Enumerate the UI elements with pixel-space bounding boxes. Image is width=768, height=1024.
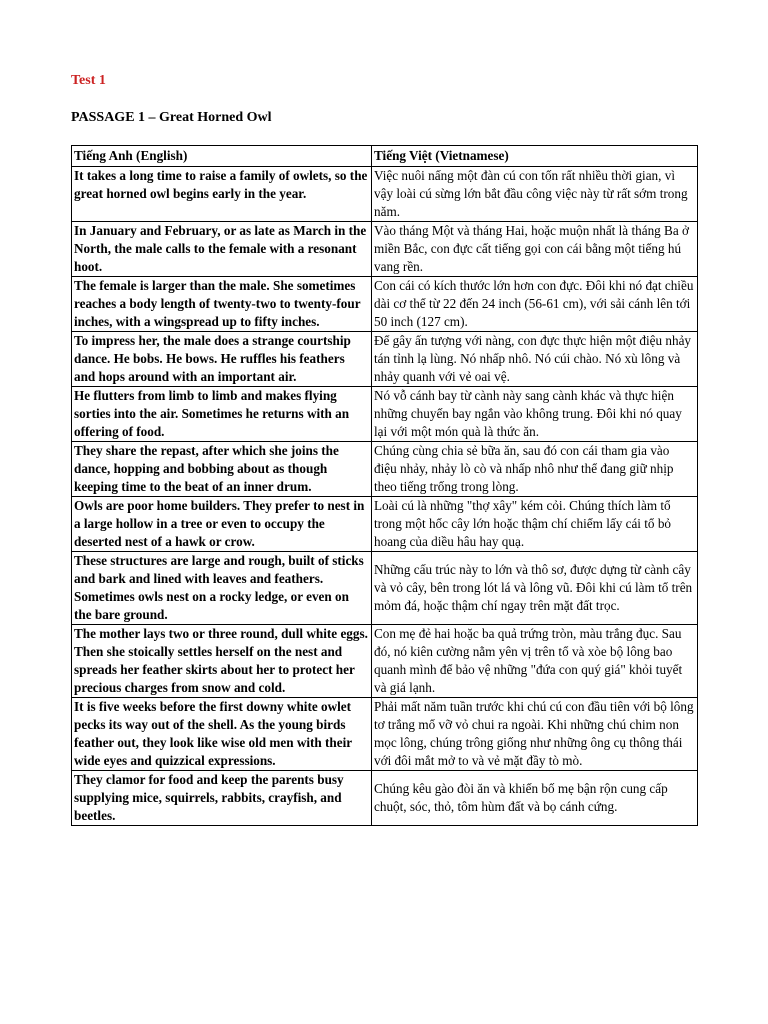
vietnamese-cell: Để gây ấn tượng với nàng, con đực thực hiện một điệu nhảy tán tỉnh lạ lùng. Nó nhấp nhô. Nó cúi chào. Nó xù lông và nhảy quanh với vẻ oai vệ. xyxy=(372,332,698,387)
english-cell: To impress her, the male does a strange courtship dance. He bobs. He bows. He ruffles his feathers and hops around with an important air. xyxy=(72,332,372,387)
english-cell: These structures are large and rough, built of sticks and bark and lined with leaves and feathers. Sometimes owls nest on a rocky ledge, or even on the bare ground. xyxy=(72,552,372,625)
english-cell: The female is larger than the male. She sometimes reaches a body length of twenty-two to twenty-four inches, with a wingspread up to fifty inches. xyxy=(72,277,372,332)
table-row xyxy=(72,625,698,698)
passage-title: PASSAGE 1 – Great Horned Owl xyxy=(71,110,272,125)
english-cell: Owls are poor home builders. They prefer to nest in a large hollow in a tree or even to occupy the deserted nest of a hawk or crow. xyxy=(72,497,372,552)
table-row xyxy=(72,552,698,625)
english-cell: The mother lays two or three round, dull white eggs. Then she stoically settles herself on the nest and spreads her feather skirts about her to protect her precious charges from snow and cold. xyxy=(72,625,372,698)
table-row xyxy=(72,387,698,442)
vietnamese-cell: Loài cú là những "thợ xây" kém cỏi. Chúng thích làm tổ trong một hốc cây lớn hoặc thậm chí chiếm lấy cái tổ bỏ hoang của diều hâu hay quạ. xyxy=(372,497,698,552)
translation-table xyxy=(71,145,698,826)
table-row xyxy=(72,277,698,332)
vietnamese-cell: Chúng kêu gào đòi ăn và khiến bố mẹ bận rộn cung cấp chuột, sóc, thỏ, tôm hùm đất và bọ cánh cứng. xyxy=(372,771,698,826)
table-row xyxy=(72,442,698,497)
table-row xyxy=(72,332,698,387)
english-cell: He flutters from limb to limb and makes flying sorties into the air. Sometimes he returns with an offering of food. xyxy=(72,387,372,442)
vietnamese-cell: Chúng cùng chia sẻ bữa ăn, sau đó con cái tham gia vào điệu nhảy, nhảy lò cò và nhấp nhô như thể đang giữ nhịp theo tiếng trống trong lòng. xyxy=(372,442,698,497)
vietnamese-cell: Những cấu trúc này to lớn và thô sơ, được dựng từ cành cây và vỏ cây, bên trong lót lá và lông vũ. Đôi khi cú làm tổ trên mỏm đá, hoặc thậm chí ngay trên mặt đất trọc. xyxy=(372,552,698,625)
table-row xyxy=(72,222,698,277)
header-english: Tiếng Anh (English) xyxy=(72,146,372,167)
header-vietnamese: Tiếng Việt (Vietnamese) xyxy=(372,146,698,167)
vietnamese-cell: Con cái có kích thước lớn hơn con đực. Đôi khi nó đạt chiều dài cơ thể từ 22 đến 24 inch (56-61 cm), với sải cánh lên tới 50 inch (127 cm). xyxy=(372,277,698,332)
vietnamese-cell: Việc nuôi nấng một đàn cú con tốn rất nhiều thời gian, vì vậy loài cú sừng lớn bắt đầu công việc này từ rất sớm trong năm. xyxy=(372,167,698,222)
english-cell: It is five weeks before the first downy white owlet pecks its way out of the shell. As the young birds feather out, they look like wise old men with their wide eyes and quizzical expressions. xyxy=(72,698,372,771)
english-cell: In January and February, or as late as March in the North, the male calls to the female with a resonant hoot. xyxy=(72,222,372,277)
test-label: Test 1 xyxy=(71,73,106,88)
table-row xyxy=(72,698,698,771)
vietnamese-cell: Phải mất năm tuần trước khi chú cú con đầu tiên với bộ lông tơ trắng mổ vỡ vỏ chui ra ngoài. Khi những chú chim non mọc lông, chúng trông giống như những ông cụ thông thái với đôi mắt mở to và vẻ mặt đầy tò mò. xyxy=(372,698,698,771)
vietnamese-cell: Nó vỗ cánh bay từ cành này sang cành khác và thực hiện những chuyến bay ngắn vào không trung. Đôi khi nó quay lại với một món quà là thức ăn. xyxy=(372,387,698,442)
vietnamese-cell: Vào tháng Một và tháng Hai, hoặc muộn nhất là tháng Ba ở miền Bắc, con đực cất tiếng gọi con cái bằng một tiếng hú vang rền. xyxy=(372,222,698,277)
table-header-row xyxy=(72,146,698,167)
table-row xyxy=(72,167,698,222)
table-row xyxy=(72,497,698,552)
english-cell: It takes a long time to raise a family of owlets, so the great horned owl begins early in the year. xyxy=(72,167,372,222)
vietnamese-cell: Con mẹ đẻ hai hoặc ba quả trứng tròn, màu trắng đục. Sau đó, nó kiên cường nằm yên vị trên tổ và xòe bộ lông bao quanh mình để bảo vệ những "đứa con quý giá" khỏi tuyết và giá lạnh. xyxy=(372,625,698,698)
english-cell: They share the repast, after which she joins the dance, hopping and bobbing about as though keeping time to the beat of an inner drum. xyxy=(72,442,372,497)
table-row xyxy=(72,771,698,826)
english-cell: They clamor for food and keep the parents busy supplying mice, squirrels, rabbits, crayfish, and beetles. xyxy=(72,771,372,826)
